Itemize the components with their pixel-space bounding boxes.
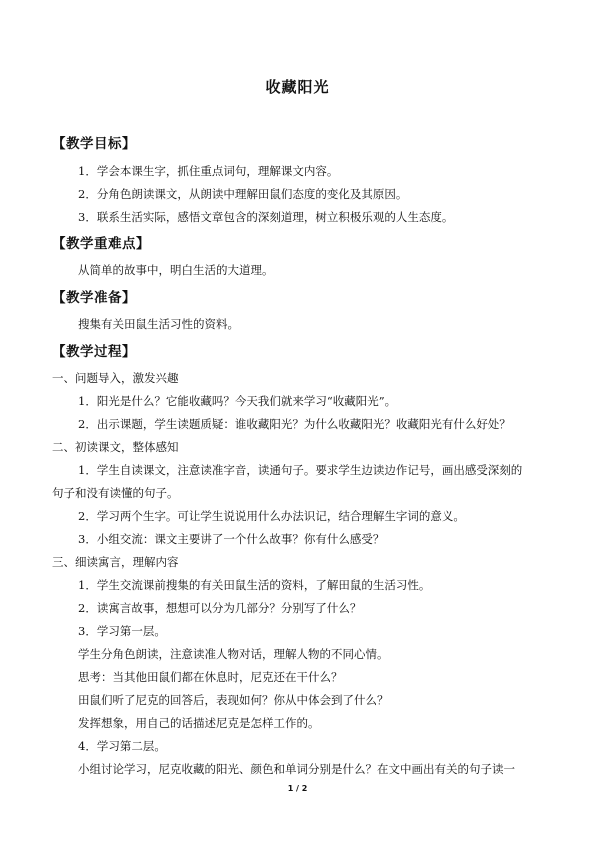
page-number: 1 / 2 [287, 784, 308, 793]
process-line: 2．出示课题，学生读题质疑：谁收藏阳光？为什么收藏阳光？收藏阳光有什么好处？ [78, 417, 511, 431]
section-heading-process: 【教学过程】 [52, 344, 136, 360]
process-line: 3．学习第一层。 [78, 624, 166, 638]
process-line: 2．学习两个生字。可让学生说说用什么办法识记，结合理解生字词的意义。 [78, 509, 465, 523]
process-line: 2．读寓言故事，想想可以分为几部分？分别写了什么？ [78, 601, 362, 615]
goal-item: 2．分角色朗读课文，从朗读中理解田鼠们态度的变化及其原因。 [78, 187, 408, 201]
process-line: 小组讨论学习，尼克收藏的阳光、颜色和单词分别是什么？在文中画出有关的句子读一 [78, 762, 515, 776]
process-line: 思考：当其他田鼠们都在休息时，尼克还在干什么？ [78, 670, 343, 684]
process-line: 三、细读寓言，理解内容 [52, 555, 179, 569]
process-line: 学生分角色朗读，注意读准人物对话，理解人物的不同心情。 [78, 647, 389, 661]
process-line: 1．阳光是什么？它能收藏吗？今天我们就来学习“收藏阳光”。 [78, 394, 397, 408]
process-line: 1．学生交流课前搜集的有关田鼠生活的资料，了解田鼠的生活习性。 [78, 578, 431, 592]
process-line: 二、初读课文，整体感知 [52, 440, 179, 454]
process-line: 3．小组交流：课文主要讲了一个什么故事？你有什么感受？ [78, 532, 385, 546]
section-heading-preparation: 【教学准备】 [52, 290, 136, 306]
process-line: 句子和没有读懂的句子。 [52, 486, 179, 500]
goal-item: 1．学会本课生字，抓住重点词句，理解课文内容。 [78, 164, 339, 178]
process-line: 4．学习第二层。 [78, 739, 166, 753]
preparation-text: 搜集有关田鼠生活习性的资料。 [78, 317, 239, 331]
process-line: 1．学生自读课文，注意读准字音，读通句子。要求学生边读边作记号，画出感受深刻的 [78, 463, 523, 477]
key-points-text: 从简单的故事中，明白生活的大道理。 [78, 263, 274, 277]
process-line: 田鼠们听了尼克的回答后，表现如何？你从中体会到了什么？ [78, 693, 389, 707]
process-line: 发挥想象，用自己的话描述尼克是怎样工作的。 [78, 716, 320, 730]
goal-item: 3．联系生活实际，感悟文章包含的深刻道理，树立积极乐观的人生态度。 [78, 210, 454, 224]
section-heading-goals: 【教学目标】 [52, 136, 136, 152]
section-heading-key-points: 【教学重难点】 [52, 236, 150, 252]
process-line: 一、问题导入，激发兴趣 [52, 371, 179, 385]
document-title: 收藏阳光 [265, 78, 330, 96]
